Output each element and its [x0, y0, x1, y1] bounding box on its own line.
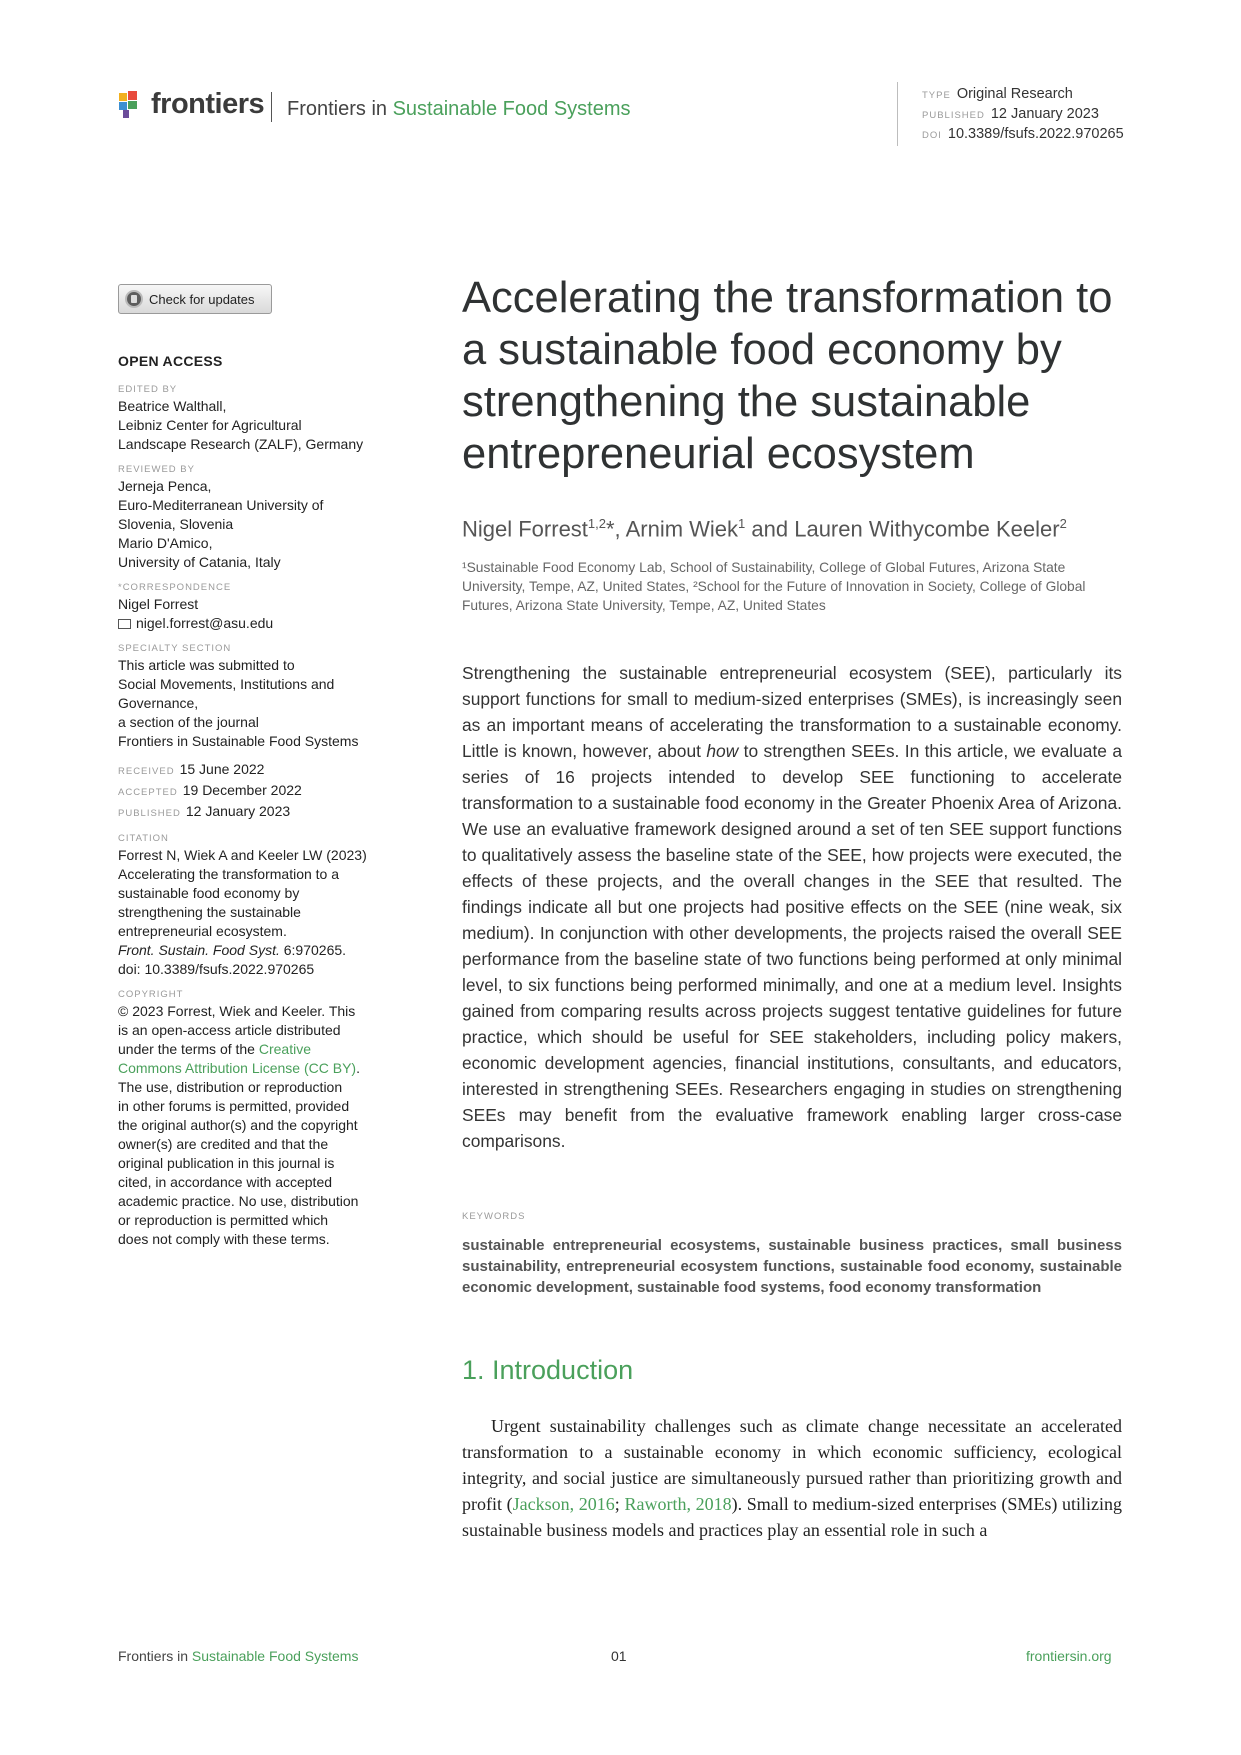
mail-icon — [118, 619, 131, 629]
author-link[interactable]: Lauren Withycombe Keeler — [794, 516, 1060, 542]
check-for-updates-button[interactable]: Check for updates — [118, 284, 272, 314]
published-date-side: PUBLISHED 12 January 2023 — [118, 803, 291, 819]
section-heading: 1. Introduction — [462, 1355, 634, 1385]
meta-divider — [897, 82, 898, 146]
specialty-section: This article was submitted to Social Movements, Institutions and Governance, a section of the journal Frontiers in Sustainable Food Systems — [118, 657, 359, 749]
author-link[interactable]: Nigel Forrest — [462, 516, 588, 542]
copyright-label: COPYRIGHT — [118, 989, 184, 1000]
keywords: sustainable entrepreneurial ecosystems, sustainable business practices, small business sustainability, entrepreneurial ecosystem functions, sustainable food economy, sustainable economic development, sustainable food systems, food economy transformation — [462, 1237, 1122, 1296]
bookmark-icon — [125, 290, 143, 308]
author-list: Nigel Forrest$^{1,2}$*, Arnim Wiek$^1$ and Lauren Withycombe Keeler$^2$ — [462, 516, 1067, 542]
correspondence-email[interactable]: nigel.forrest@asu.edu — [118, 614, 390, 633]
keywords-label: KEYWORDS — [462, 1211, 526, 1222]
published-date: 12 January 2023 — [990, 106, 1099, 122]
article-type: Original Research — [956, 86, 1073, 102]
logo-divider — [271, 92, 272, 122]
article-meta: TYPE Original Research PUBLISHED 12 January 2023 DOI 10.3389/fsufs.2022.970265 — [922, 86, 1124, 142]
article-title: Accelerating the transformation to a sustainable food economy by strengthening the sustainable entrepreneurial ecosystem — [462, 274, 1113, 478]
cc-by-license-link[interactable]: Creative Commons Attribution License (CC BY) — [118, 1041, 357, 1076]
sidebar — [118, 352, 390, 1249]
copyright: © 2023 Forrest, Wiek and Keeler. This is an open-access article distributed under the terms of the Creative Commons Attribution License (CC BY). The use, distribution or reproduction in other forums is permitted, provided the original author(s) and the copyright owner(s) are credited and that the original publication in this journal is cited, in accordance with accepted academic practice. No use, distribution or reproduction is permitted which does not comply with these terms. — [118, 1003, 360, 1247]
author-link[interactable]: Arnim Wiek — [625, 516, 739, 542]
correspondence-name: Nigel Forrest — [118, 596, 199, 612]
frontiers-logo-icon — [117, 91, 143, 119]
correspondence-label: *CORRESPONDENCE — [118, 582, 232, 593]
footer-journal: Frontiers in Sustainable Food Systems — [118, 1648, 359, 1664]
affiliations: ¹Sustainable Food Economy Lab, School of Sustainability, College of Global Futures, Arizona State University, Tempe, AZ, United States, ²School for the Future of Innovation in Society, College of Global Futures, Arizona State University, Tempe, AZ, United States — [462, 560, 1086, 613]
journal-name[interactable]: Frontiers in Sustainable Food Systems — [287, 98, 631, 120]
footer-site-link[interactable]: frontiersin.org — [1026, 1648, 1112, 1664]
frontiers-logo[interactable] — [117, 88, 264, 121]
frontiers-wordmark: frontiers — [151, 88, 265, 120]
citation: Forrest N, Wiek A and Keeler LW (2023) Accelerating the transformation to a sustainable food economy by strengthening the sustainable entrepreneurial ecosystem. Front. Sustain. Food Syst. 6:970265. doi: 10.3389/fsufs.2022.970265 — [118, 847, 367, 977]
page-number: 01 — [611, 1648, 627, 1664]
reviewed-by-label: REVIEWED BY — [118, 464, 195, 475]
reference-link[interactable]: Raworth, 2018 — [624, 1494, 732, 1514]
doi-link[interactable]: 10.3389/fsufs.2022.970265 — [947, 126, 1124, 142]
edited-by-label: EDITED BY — [118, 384, 178, 395]
edited-by: Beatrice Walthall, Leibniz Center for Agricultural Landscape Research (ZALF), Germany — [118, 398, 364, 452]
received-date: RECEIVED 15 June 2022 — [118, 761, 265, 777]
reference-link[interactable]: Jackson, 2016 — [512, 1494, 615, 1514]
abstract: Strengthening the sustainable entrepreneurial ecosystem (SEE), particularly its support functions for small to medium-sized enterprises (SMEs), is increasingly seen as an important means of accelerating the transformation to a sustainable economy. Little is known, however, about how to strengthen SEEs. In this article, we evaluate a series of 16 projects intended to develop SEE functioning to accelerate transformation to a sustainable food economy in the Greater Phoenix Area of Arizona. We use an evaluative framework designed around a set of ten SEE support functions to qualitatively assess the baseline state of the SEE, how projects were executed, the effects of these projects, and the overall changes in the SEE that resulted. The findings indicate all but one projects had positive effects on the SEE (nine weak, six medium). In conjunction with other developments, the projects raised the overall SEE performance from the baseline state of two functions being performed at only minimal level, to six functions being performed minimally, and one at a medium level. Insights gained from comparing results across projects suggest tentative guidelines for future practice, which should be useful for SEE stakeholders, including policy makers, economic development agencies, financial institutions, consultants, and educators, interested in strengthening SEEs. Researchers engaging in studies on strengthening SEEs may benefit from the evaluative framework enabling larger cross-case comparisons. — [462, 663, 1123, 1151]
open-access-label: OPEN ACCESS — [118, 353, 223, 369]
accepted-date: ACCEPTED 19 December 2022 — [118, 782, 302, 798]
specialty-label: SPECIALTY SECTION — [118, 643, 232, 654]
body-paragraph: Urgent sustainability challenges such as climate change necessitate an accelerated transformation to a sustainable economy in which economic sufficiency, ecological integrity, and social justice are simultaneously pursued rather than prioritizing growth and profit (Jackson, 2016; Raworth, 2018). Small to medium-sized enterprises (SMEs) utilizing sustainable business models and practices play an essential role in such a — [462, 1416, 1122, 1540]
reviewed-by: Jerneja Penca, Euro-Mediterranean University of Slovenia, Slovenia Mario D'Amico, University of Catania, Italy — [118, 478, 324, 570]
citation-label: CITATION — [118, 833, 169, 844]
